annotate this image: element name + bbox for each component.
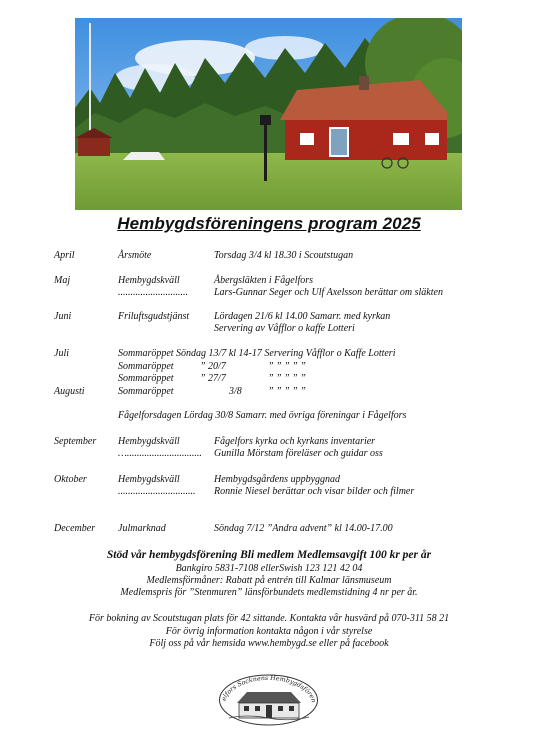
dots-september: …..............................: [118, 448, 202, 459]
detail-juni: Lördagen 21/6 kl 14.00 Samarr. med kyrkan: [214, 311, 391, 322]
ditto3-juli: ” ” ” ” ”: [268, 373, 306, 384]
ditto2-juli: ” ” ” ” ”: [268, 361, 306, 372]
hembygd-seal-icon: [217, 670, 320, 726]
month-augusti: Augusti: [54, 386, 85, 397]
month-juli: Juli: [54, 348, 69, 359]
event3-juli: Sommaröppet: [118, 373, 174, 384]
detail-oktober: Hembygdsgårdens uppbyggnad: [214, 474, 341, 485]
page-title: Hembygdsföreningens program 2025: [117, 214, 421, 233]
event-september: Hembygdskväll: [118, 436, 180, 447]
detail2-oktober: Ronnie Niesel berättar och visar bilder och filmer: [214, 486, 415, 497]
detail-april: Torsdag 3/4 kl 18.30 i Scoutstugan: [214, 250, 354, 261]
fagelforsdagen: Fågelforsdagen Lördag 30/8 Samarr. med övriga föreningar i Fågelfors: [118, 410, 407, 421]
dots-maj: ............................: [118, 287, 188, 298]
event-december: Julmarknad: [118, 523, 166, 534]
date3-juli: ” 27/7: [200, 373, 226, 384]
dots-oktober: ...............................: [118, 486, 196, 497]
support-price: Medlemspris för ”Stenmuren” länsförbundets medlemstidning 4 nr per år.: [120, 587, 418, 598]
detail-december: Söndag 7/12 ”Andra advent” kl 14.00-17.00: [214, 523, 393, 534]
month-maj: Maj: [54, 275, 71, 286]
month-september: September: [54, 436, 97, 447]
support-payment: Bankgiro 5831-7108 ellerSwish 123 121 42 04: [175, 563, 363, 574]
date-augusti: 3/8: [229, 386, 242, 397]
support-benefits: Medlemsförmåner: Rabatt på entrén till Kalmar länsmuseum: [146, 575, 392, 586]
contact-info: För övrig information kontakta någon i vår styrelse: [165, 626, 373, 637]
month-december: December: [54, 523, 96, 534]
month-april: April: [54, 250, 75, 261]
contact-booking: För bokning av Scoutstugan plats för 42 sittande. Kontakta vår husvärd på 070-311 58 21: [88, 613, 450, 624]
event-maj: Hembygdskväll: [118, 275, 180, 286]
event-oktober: Hembygdskväll: [118, 474, 180, 485]
date2-juli: ” 20/7: [200, 361, 226, 372]
detail2-maj: Lars-Gunnar Seger och Ulf Axelsson berättar om släkten: [214, 287, 443, 298]
detail2-juni: Servering av Våfflor o kaffe Lotteri: [214, 323, 355, 334]
ditto-augusti: ” ” ” ” ”: [268, 386, 306, 397]
detail2-september: Gunilla Mörstam föreläser och guidar oss: [214, 448, 383, 459]
detail-maj: Åbergsläkten i Fågelfors: [214, 275, 314, 286]
support-headline: Stöd vår hembygdsförening Bli medlem Medlemsavgift 100 kr per år: [106, 549, 432, 561]
header-photo: [75, 18, 462, 210]
detail-september: Fågelfors kyrka och kyrkans inventarier: [214, 436, 376, 447]
event-juni: Friluftsgudstjänst: [118, 311, 190, 322]
event2-juli: Sommaröppet: [118, 361, 174, 372]
association-logo: [217, 670, 320, 726]
farmhouse-photo: [75, 18, 462, 210]
logo-text: elfors Socknens Hembygdsfören: [220, 674, 318, 704]
line1-juli: Sommaröppet Söndag 13/7 kl 14-17 Servering Våfflor o Kaffe Lotteri: [118, 348, 396, 359]
event-april: Årsmöte: [118, 250, 152, 261]
month-oktober: Oktober: [54, 474, 87, 485]
month-juni: Juni: [54, 311, 72, 322]
contact-follow: Följ oss på vår hemsida www.hembygd.se eller på facebook: [149, 638, 389, 649]
event-augusti: Sommaröppet: [118, 386, 174, 397]
